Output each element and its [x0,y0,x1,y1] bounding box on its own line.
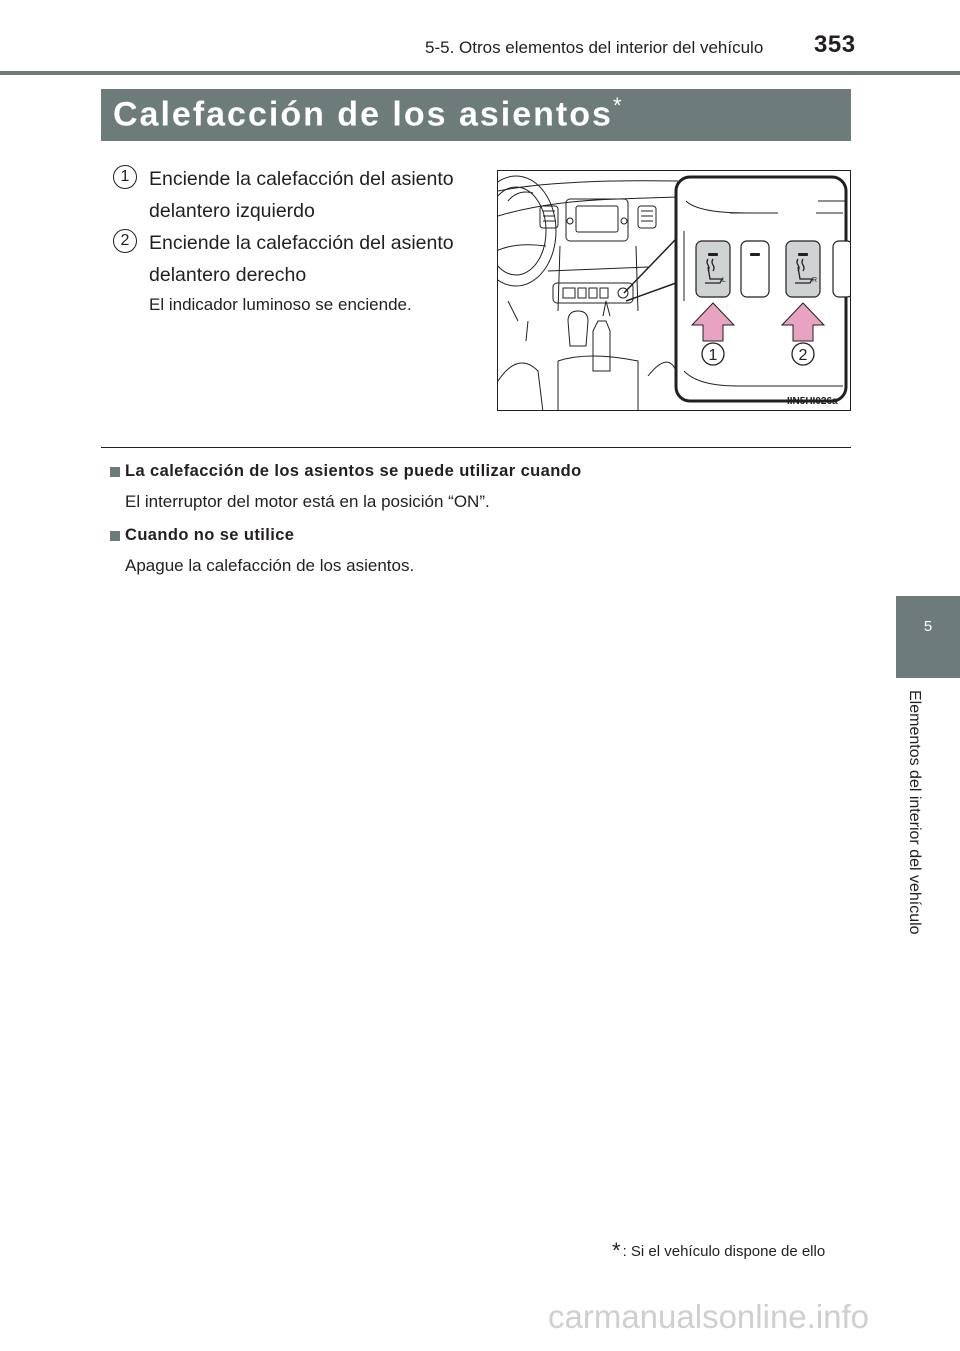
item-1-line-1: Enciende la calefacción del asiento [149,168,454,190]
item-number-1: 1 [113,165,137,189]
switch-left-letter: L [722,277,726,284]
figure-callout-1: 1 [708,347,718,364]
note-2-heading: Cuando no se utilice [125,526,295,544]
item-2-line-1: Enciende la calefacción del asiento [149,232,454,254]
figure-code: IIN5HI026a [787,396,838,407]
seat-heater-illustration [497,170,851,411]
chapter-tab [896,596,960,678]
dashboard-drawing [498,171,851,411]
running-header-section: 5-5. Otros elementos del interior del vehículo [425,38,764,57]
indicator-note: El indicador luminoso se enciende. [149,295,412,314]
watermark: carmanualsonline.info [548,1298,870,1335]
note-bullet-icon [110,531,120,541]
item-1-text [149,163,489,227]
chapter-tab-title: Elementos del interior del vehículo [906,690,923,935]
figure-callout-2: 2 [798,347,808,364]
item-1-line-2: delantero izquierdo [149,200,315,222]
chapter-tab-number: 5 [923,618,933,635]
header-rule [0,71,960,75]
section-title-text: Calefacción de los asientos [113,95,613,134]
section-title-asterisk: * [612,93,622,118]
item-2-line-2: delantero derecho [149,264,307,286]
footnote-text: : Si el vehículo dispone de ello [622,1243,826,1260]
footnote [612,1238,825,1264]
note-1-body: El interruptor del motor está en la posición “ON”. [125,492,490,511]
note-2-body: Apague la calefacción de los asientos. [125,556,415,575]
item-number-2: 2 [113,229,137,253]
footnote-asterisk: * [612,1238,621,1263]
section-title [113,93,622,134]
item-2-text [149,227,489,291]
switch-right-letter: R [812,277,818,284]
note-1-heading: La calefacción de los asientos se puede utilizar cuando [125,462,582,480]
section-divider [101,447,851,448]
page-number: 353 [814,31,856,58]
note-bullet-icon [110,467,120,477]
